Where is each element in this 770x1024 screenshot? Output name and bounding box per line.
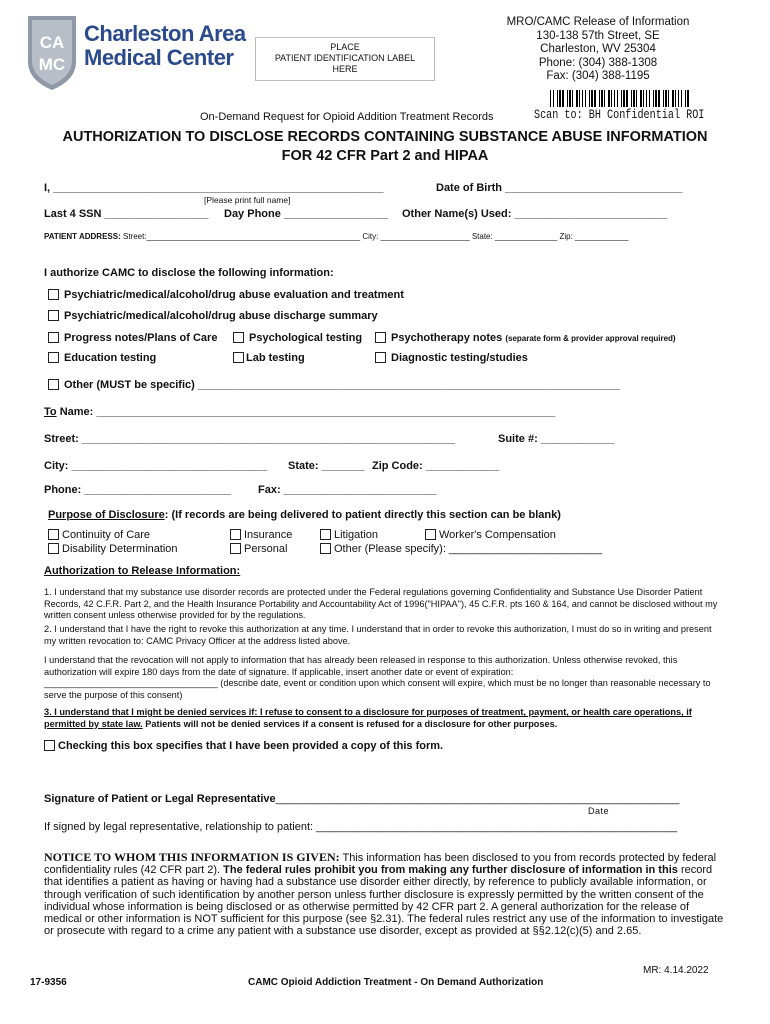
last-four-ssn-field[interactable]: Last 4 SSN _________________: [44, 208, 209, 220]
checkbox-icon[interactable]: [233, 352, 244, 363]
checkbox-icon[interactable]: [233, 332, 244, 343]
barcode-bar: [631, 90, 632, 107]
checkbox-other[interactable]: [48, 379, 620, 391]
checkbox-label: Other (Please specify): _________________________: [334, 543, 602, 555]
patient-address-row: [44, 232, 628, 241]
patient-label-box: [255, 37, 435, 81]
checkbox-icon[interactable]: [375, 332, 386, 343]
expiration-field[interactable]: __________________________________ (describe date, event or condition upon which consent will expire, which must be no longer than reasonable necessary to serve the purpose of this consent): [44, 678, 711, 700]
patient-label-line-3: HERE: [332, 64, 358, 74]
checkbox-label: Lab testing: [246, 352, 305, 364]
barcode-bar: [569, 90, 571, 107]
recipient-name-row: [44, 406, 555, 418]
authorization-paragraph-3: [44, 707, 724, 730]
barcode-bar: [687, 90, 689, 107]
address-city-field[interactable]: City: ____________________: [362, 232, 470, 241]
barcode-bar: [614, 90, 615, 107]
barcode-bar: [608, 90, 610, 107]
barcode-bar: [591, 90, 593, 107]
signature-row: [44, 793, 679, 805]
disclose-intro: I authorize CAMC to disclose the following information:: [44, 267, 334, 279]
checkbox-icon[interactable]: [48, 289, 59, 300]
address-street-field[interactable]: Street:________________________________________________: [122, 232, 361, 241]
checkbox-icon[interactable]: [48, 543, 59, 554]
title-line-2: FOR 42 CFR Part 2 and HIPAA: [281, 148, 489, 164]
checkbox-diagnostic[interactable]: [375, 352, 528, 364]
checkbox-psych-eval[interactable]: [48, 289, 404, 301]
barcode-bar: [589, 90, 590, 107]
checkbox-label: Other (MUST be specific) _____________________________________________________________________: [64, 379, 620, 391]
logo-wordmark: [84, 22, 246, 70]
form-number: 17-9356: [30, 977, 67, 988]
notice-bold-text: The federal rules prohibit you from making any further disclosure of information in this: [223, 864, 678, 877]
page-title: [20, 128, 750, 166]
camc-shield-icon: [26, 14, 78, 92]
title-line-1: AUTHORIZATION TO DISCLOSE RECORDS CONTAINING SUBSTANCE ABUSE INFORMATION: [62, 129, 708, 145]
barcode-bar: [582, 90, 583, 107]
checkbox-icon[interactable]: [48, 310, 59, 321]
day-phone-field[interactable]: Day Phone _________________: [224, 208, 388, 220]
authorization-heading: Authorization to Release Information:: [44, 565, 241, 577]
checkbox-icon[interactable]: [375, 352, 386, 363]
on-demand-subtitle: On-Demand Request for Opioid Addition Treatment Records: [200, 111, 494, 123]
barcode-bar: [567, 90, 568, 107]
barcode-bar: [623, 90, 625, 107]
barcode-bar: [668, 90, 669, 107]
barcode-bar: [636, 90, 637, 107]
purpose-heading-note: : (If records are being delivered to patient directly this section can be blank): [164, 509, 561, 521]
checkbox-other-purpose[interactable]: [320, 543, 602, 555]
barcode-bar: [681, 90, 682, 107]
to-label: To: [44, 406, 57, 418]
recipient-state-field[interactable]: State: _______: [288, 460, 365, 472]
checkbox-label: Checking this box specifies that I have been provided a copy of this form.: [58, 740, 444, 752]
barcode-bar: [604, 90, 605, 107]
authorization-paragraph-1: 1. I understand that my substance use disorder records are protected under the Federal regulations governing Confidentiality and Substance Use Disorder Patient Records, 42 C.F.R. Part 2, and the Health Insurance Portability and Accountability Act of 1996("HIPAA"), 45 C.F.R. pts 160 & 164, and cannot be disclosed without my written consent unless otherwise provided for by the regulations.: [44, 587, 718, 620]
psychotherapy-note: (separate form & provider approval required): [505, 334, 676, 343]
barcode-bar: [617, 90, 618, 107]
scan-to-label: Scan to: BH Confidential ROI: [534, 107, 705, 122]
checkbox-icon[interactable]: [48, 529, 59, 540]
authorization-paragraph-2b: [44, 655, 724, 701]
checkbox-icon[interactable]: [48, 379, 59, 390]
barcode-bar: [626, 90, 628, 107]
notice-paragraph: [44, 851, 728, 937]
checkbox-label: Progress notes/Plans of Care: [64, 332, 218, 344]
denial-text: 3. I understand that I might be denied services if: I refuse to consent to a disclosure for purposes of treatment, payment, or health care operations, if permitted by state law.: [44, 707, 692, 729]
notice-heading: NOTICE TO WHOM THIS INFORMATION IS GIVEN:: [44, 850, 340, 864]
logo-line-2: Medical Center: [84, 45, 234, 70]
barcode-bar: [678, 90, 679, 107]
denial-note: Patients will not be denied services if a consent is refused for a disclosure for other purposes.: [145, 718, 558, 729]
checkbox-label: Litigation: [334, 529, 379, 541]
checkbox-label: Psychological testing: [249, 332, 363, 344]
barcode-bar: [572, 90, 573, 107]
checkbox-icon[interactable]: [48, 332, 59, 343]
barcode-bar: [685, 90, 686, 107]
barcode-bar: [562, 90, 564, 107]
barcode-bar: [621, 90, 622, 107]
checkbox-label: Psychiatric/medical/alcohol/drug abuse evaluation and treatment: [64, 289, 404, 301]
mro-fax: Fax: (304) 388-1195: [546, 70, 650, 82]
logo-line-1: Charleston Area: [84, 21, 246, 46]
other-names-field[interactable]: Other Name(s) Used: _________________________: [402, 208, 668, 220]
mro-line-1: MRO/CAMC Release of Information: [506, 16, 690, 28]
checkbox-icon[interactable]: [44, 740, 55, 751]
signature-field[interactable]: __________________________________________________________________: [275, 793, 680, 805]
mro-line-2: 130-138 57th Street, SE: [536, 29, 660, 42]
checkbox-insurance[interactable]: [230, 529, 292, 541]
recipient-street-field[interactable]: Street: _____________________________________________________________: [44, 433, 456, 445]
date-label: Date: [588, 806, 610, 816]
checkbox-copy-provided[interactable]: [44, 740, 443, 752]
checkbox-label: Diagnostic testing/studies: [391, 352, 528, 364]
checkbox-icon[interactable]: [425, 529, 436, 540]
patient-address-label: PATIENT ADDRESS:: [44, 232, 121, 241]
checkbox-continuity[interactable]: [48, 529, 150, 541]
checkbox-psychotherapy[interactable]: [375, 332, 676, 344]
barcode-bar: [559, 90, 561, 107]
checkbox-icon[interactable]: [230, 529, 241, 540]
checkbox-label: Insurance: [244, 529, 293, 541]
mr-version: MR: 4.14.2022: [643, 965, 709, 976]
barcode-bar: [576, 90, 578, 107]
patient-name-field[interactable]: I, ______________________________________________________: [44, 182, 384, 194]
print-name-hint: [Please print full name]: [204, 195, 291, 205]
barcode-bar: [663, 90, 664, 107]
checkbox-icon[interactable]: [48, 352, 59, 363]
barcode-bar: [653, 90, 654, 107]
barcode-bar: [675, 90, 676, 107]
checkbox-lab[interactable]: [233, 352, 305, 364]
mro-line-3: Charleston, WV 25304: [540, 43, 656, 55]
barcode-bar: [646, 90, 647, 107]
checkbox-psych-discharge[interactable]: [48, 310, 378, 322]
barcode-bar: [553, 90, 554, 107]
barcode-bar: [665, 90, 667, 107]
revocation-text: I understand that the revocation will not apply to information that has already been released in response to this authorization. Unless otherwise revoked, this authorization will expire 180 days from the date of signature. If applicable, insert another date or event of expiration:: [44, 655, 678, 677]
checkbox-icon[interactable]: [230, 543, 241, 554]
barcode-bar: [585, 90, 586, 107]
shield-text-1: CA: [39, 33, 65, 52]
mro-address: [476, 16, 720, 84]
checkbox-label: Worker's Compensation: [439, 529, 556, 541]
barcode-bar: [649, 90, 650, 107]
checkbox-litigation[interactable]: [320, 529, 378, 541]
checkbox-label: Continuity of Care: [62, 529, 151, 541]
recipient-zip-field[interactable]: Zip Code: ____________: [372, 460, 500, 472]
relationship-field[interactable]: If signed by legal representative, relationship to patient: ___________________________________________________________: [44, 821, 678, 833]
checkbox-education[interactable]: [48, 352, 156, 364]
barcode-bar: [611, 90, 612, 107]
barcode-bar: [672, 90, 674, 107]
barcode-bar: [658, 90, 660, 107]
checkbox-icon[interactable]: [320, 529, 331, 540]
recipient-city-field[interactable]: City: ________________________________: [44, 460, 268, 472]
address-zip-field[interactable]: Zip: ____________: [559, 232, 629, 241]
checkbox-label: Personal: [244, 543, 288, 555]
checkbox-icon[interactable]: [320, 543, 331, 554]
address-state-field[interactable]: State: ______________: [471, 232, 558, 241]
checkbox-label: Education testing: [64, 352, 157, 364]
barcode-bar: [579, 90, 580, 107]
barcode-bar: [594, 90, 596, 107]
barcode-bar: [601, 90, 603, 107]
checkbox-personal[interactable]: [230, 543, 287, 555]
checkbox-progress-notes[interactable]: [48, 332, 217, 344]
authorization-paragraph-2: 2. I understand that I have the right to revoke this authorization at any time. I understand that in order to revoke this authorization, I must do so in writing and present my written revocation to: CAMC Privacy Officer at the address listed above.: [44, 624, 712, 646]
recipient-suite-field[interactable]: Suite #: ____________: [498, 433, 615, 445]
purpose-heading: [48, 509, 561, 521]
notice-text-2: record that identifies a patient as having or having had a substance use disorder either directly, by reference to publicly available information, or through verification of such identification by another person unless further disclosure is expressly permitted by the written consent of the individual whose information is being disclosed or as otherwise permitted by 42 CFR part 2. A general authorization for the release of medical or other information is NOT sufficient for this purpose (see §2.31). The federal rules restrict any use of the information to investigate or prosecute with regard to a crime any patient with a substance use disorder, except as provided at §§2.12(c)(5) and 2.65.: [44, 864, 724, 938]
patient-label-line-1: PLACE: [330, 42, 360, 52]
checkbox-disability[interactable]: [48, 543, 178, 555]
date-of-birth-field[interactable]: Date of Birth _____________________________: [436, 182, 683, 194]
barcode-bar: [599, 90, 600, 107]
shield-text-2: MC: [38, 55, 66, 74]
mro-phone: Phone: (304) 388-1308: [538, 56, 658, 69]
barcode-bar: [550, 90, 551, 107]
recipient-phone-field[interactable]: Phone: ________________________: [44, 484, 232, 496]
checkbox-label: Psychotherapy notes: [391, 332, 503, 344]
checkbox-workers-comp[interactable]: [425, 529, 556, 541]
checkbox-label: Psychiatric/medical/alcohol/drug abuse discharge summary: [64, 310, 378, 322]
checkbox-psych-testing[interactable]: [233, 332, 362, 344]
patient-label-line-2: PATIENT IDENTIFICATION LABEL: [274, 53, 416, 63]
recipient-name-field[interactable]: Name: ___________________________________________________________________________: [59, 406, 556, 418]
barcode-bar: [640, 90, 642, 107]
barcode-bar: [643, 90, 644, 107]
notice-text-1: This information has been disclosed to you from records protected by federal confidentiality rules (42 CFR part 2).: [44, 852, 717, 877]
barcode-icon: [550, 90, 690, 107]
barcode-bar: [633, 90, 635, 107]
barcode-bar: [557, 90, 558, 107]
form-title: CAMC Opioid Addiction Treatment - On Demand Authorization: [248, 977, 544, 988]
checkbox-label: Disability Determination: [62, 543, 178, 555]
recipient-fax-field[interactable]: Fax: _________________________: [258, 484, 437, 496]
signature-label: Signature of Patient or Legal Representative: [44, 793, 276, 805]
purpose-heading-label: Purpose of Disclosure: [48, 509, 165, 521]
barcode-bar: [655, 90, 657, 107]
